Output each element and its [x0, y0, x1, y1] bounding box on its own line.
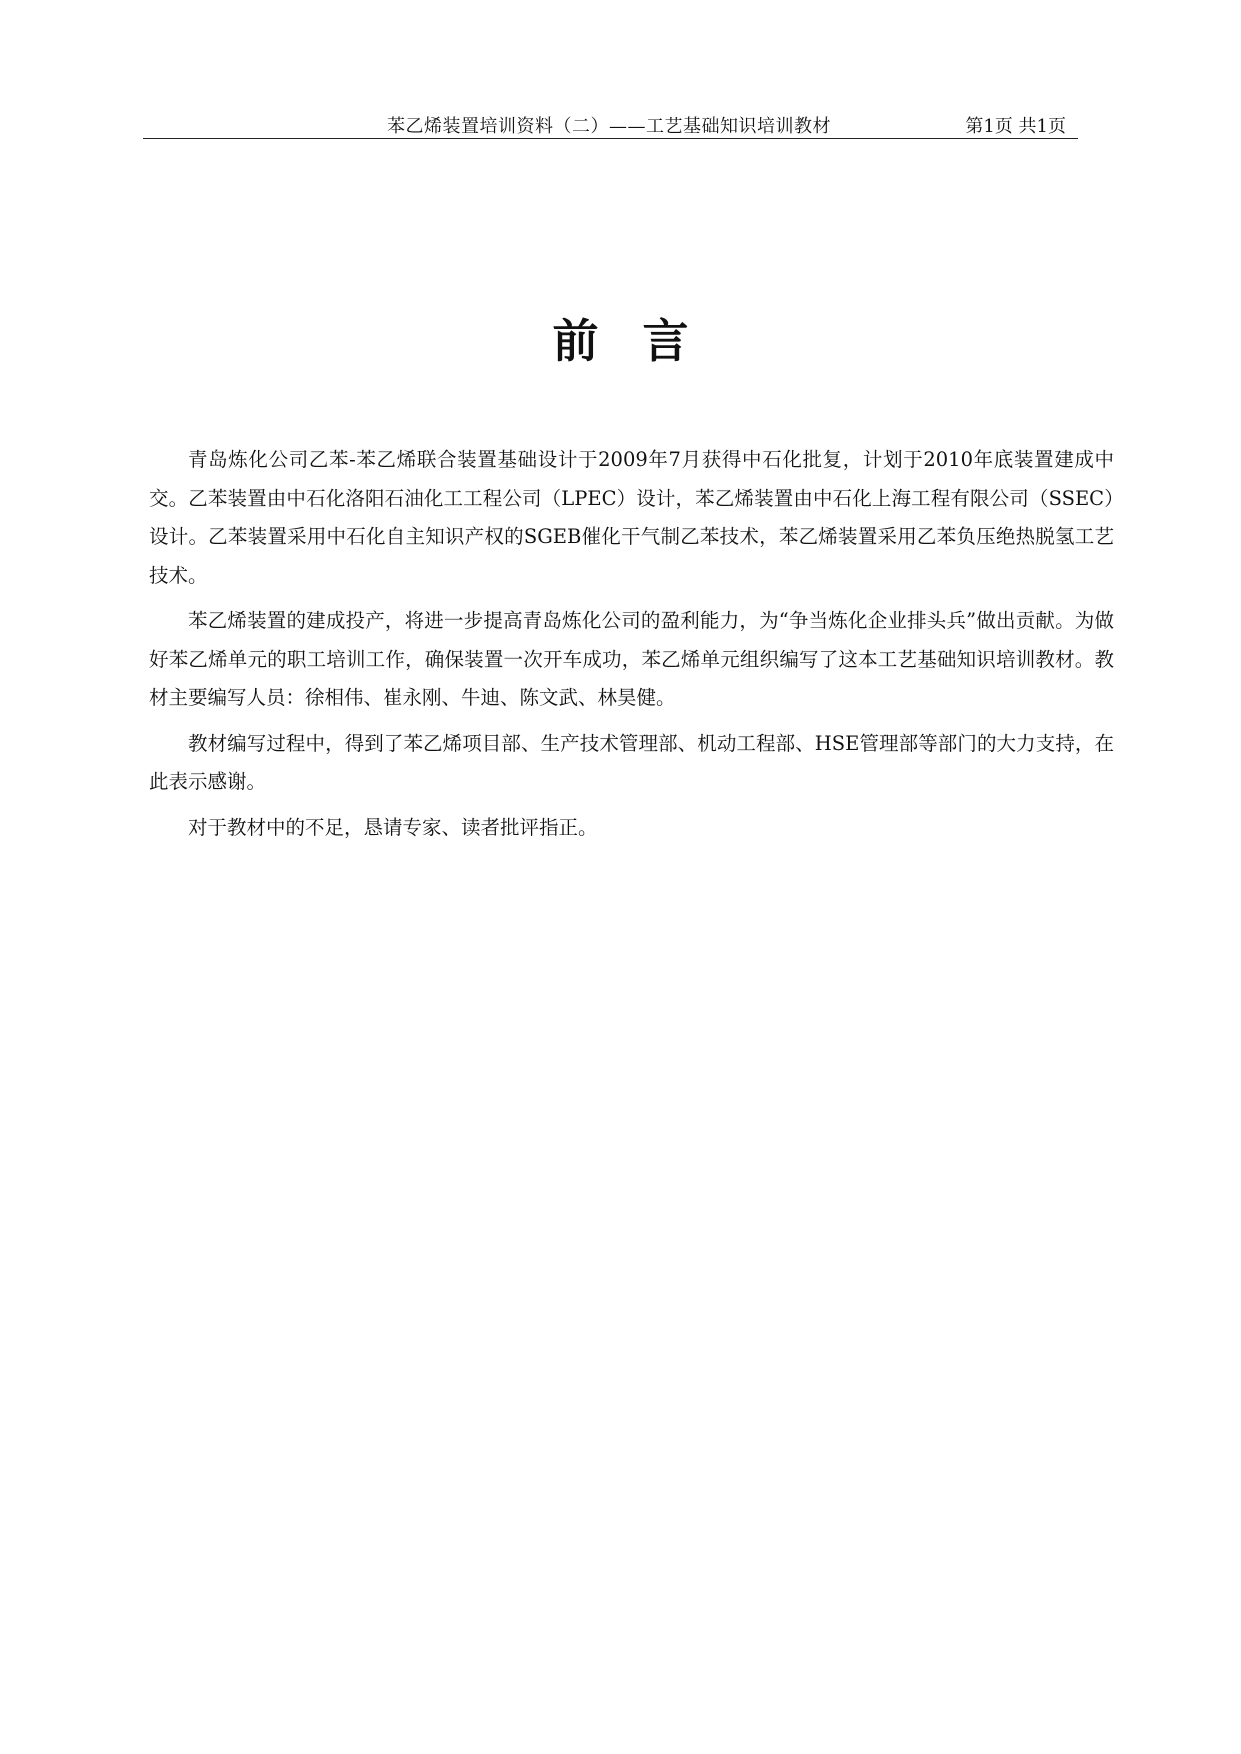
document-body	[149, 441, 1114, 854]
page-header	[143, 108, 1078, 139]
document-title: 前言	[552, 314, 733, 368]
paragraph: 教材编写过程中，得到了苯乙烯项目部、生产技术管理部、机动工程部、HSE管理部等部门的大力支持，在此表示感谢。	[149, 731, 1114, 793]
paragraph: 对于教材中的不足，恳请专家、读者批评指正。	[188, 815, 598, 839]
header-title: 苯乙烯装置培训资料（二）——工艺基础知识培训教材	[387, 116, 831, 137]
paragraph: 苯乙烯装置的建成投产，将进一步提高青岛炼化公司的盈利能力，为“争当炼化企业排头兵”做出贡献。为做好苯乙烯单元的职工培训工作，确保装置一次开车成功，苯乙烯单元组织编写了这本工艺基础知识培训教材。教材主要编写人员：徐相伟、崔永刚、牛迪、陈文武、林昊健。	[149, 609, 1114, 709]
header-page-info: 第1页 共1页	[965, 116, 1066, 137]
paragraph: 青岛炼化公司乙苯-苯乙烯联合装置基础设计于2009年7月获得中石化批复，计划于2010年底装置建成中交。乙苯装置由中石化洛阳石油化工工程公司（LPEC）设计，苯乙烯装置由中石化上海工程有限公司（SSEC）设计。乙苯装置采用中石化自主知识产权的SGEB催化干气制乙苯技术，苯乙烯装置采用乙苯负压绝热脱氢工艺技术。	[149, 448, 1114, 587]
